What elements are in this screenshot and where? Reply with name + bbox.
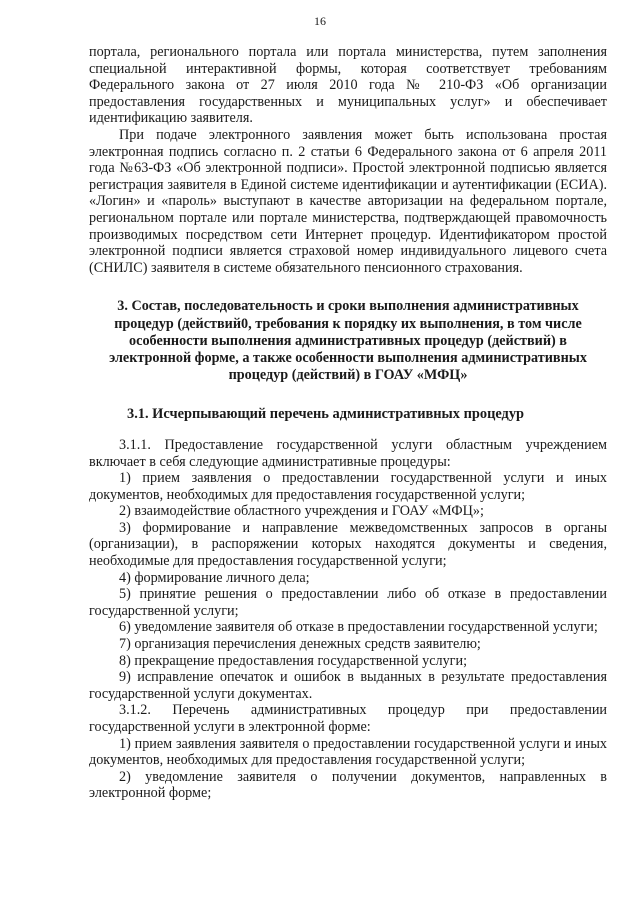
page-number: 16 [314,14,326,28]
list-item: 6) уведомление заявителя об отказе в предоставлении государственной услуги; [119,619,598,636]
list-item: 3) формирование и направление межведомственных запросов в органы (организации), в распоряжении которых находятся документы и сведения, необходимые для предоставления государственной услуги; [89,519,607,570]
list-item: 4) формирование личного дела; [119,569,310,586]
document-body [89,44,607,802]
paragraph-electronic-signature: При подаче электронного заявления может быть использована простая электронная подпись согласно п. 2 статьи 6 Федерального закона от 6 апреля 2011 года №63-ФЗ «Об электронной подписи». Простой электронной подписью является регистрация заявителя в Единой системе идентификации и аутентификации (ЕСИА). «Логин» и «пароль» выступают в качестве авторизации на федеральном портале, региональном портале или портале министерства, подтверждающей правомочность производимых посредством сети Интернет процедур. Идентификатором простой электронной подписи является страховой номер индивидуального лицевого счета (СНИЛС) заявителя в системе обязательного пенсионного страхования. [89,126,607,276]
clause-intro: 3.1.1. Предоставление государственной услуги областным учреждением включает в себя следующие административные процедуры: [89,436,607,470]
list-item: 8) прекращение предоставления государственной услуги; [119,652,468,669]
clause-intro: 3.1.2. Перечень административных процедур при предоставлении государственной услуги в электронной форме: [89,702,607,736]
subsection-heading: 3.1. Исчерпывающий перечень административных процедур [127,406,525,423]
list-item: 5) принятие решения о предоставлении либо об отказе в предоставлении государственной услуги; [89,586,607,619]
list-item: 7) организация перечисления денежных средств заявителю; [119,636,481,653]
list-item: 2) уведомление заявителя о получении документов, направленных в электронной форме; [89,768,607,802]
list-item: 9) исправление опечаток и ошибок в выданных в результате предоставления государственной услуги документах. [89,669,607,702]
list-item: 1) прием заявления заявителя о предоставлении государственной услуги и иных документов, необходимых для предоставления государственной услуги; [89,735,607,769]
section-heading: 3. Состав, последовательность и сроки выполнения административных процедур (действий0, требования к порядку их выполнения, в том числе особенности выполнения административных процедур (действий) в электронной форме, а также особенности выполнения административных процедур (действий) в ГОАУ «МФЦ» [109,298,587,384]
paragraph: портала, регионального портала или портала министерства, путем заполнения специальной интерактивной формы, которая соответствует требованиям Федерального закона от 27 июля 2010 года № 210-ФЗ «Об организации предоставления государственных и муниципальных услуг» и обеспечивает идентификацию заявителя. [89,44,607,127]
list-item: 1) прием заявления о предоставлении государственной услуги и иных документов, необходимых для предоставления государственной услуги; [89,470,607,503]
list-item: 2) взаимодействие областного учреждения и ГОАУ «МФЦ»; [119,503,484,520]
